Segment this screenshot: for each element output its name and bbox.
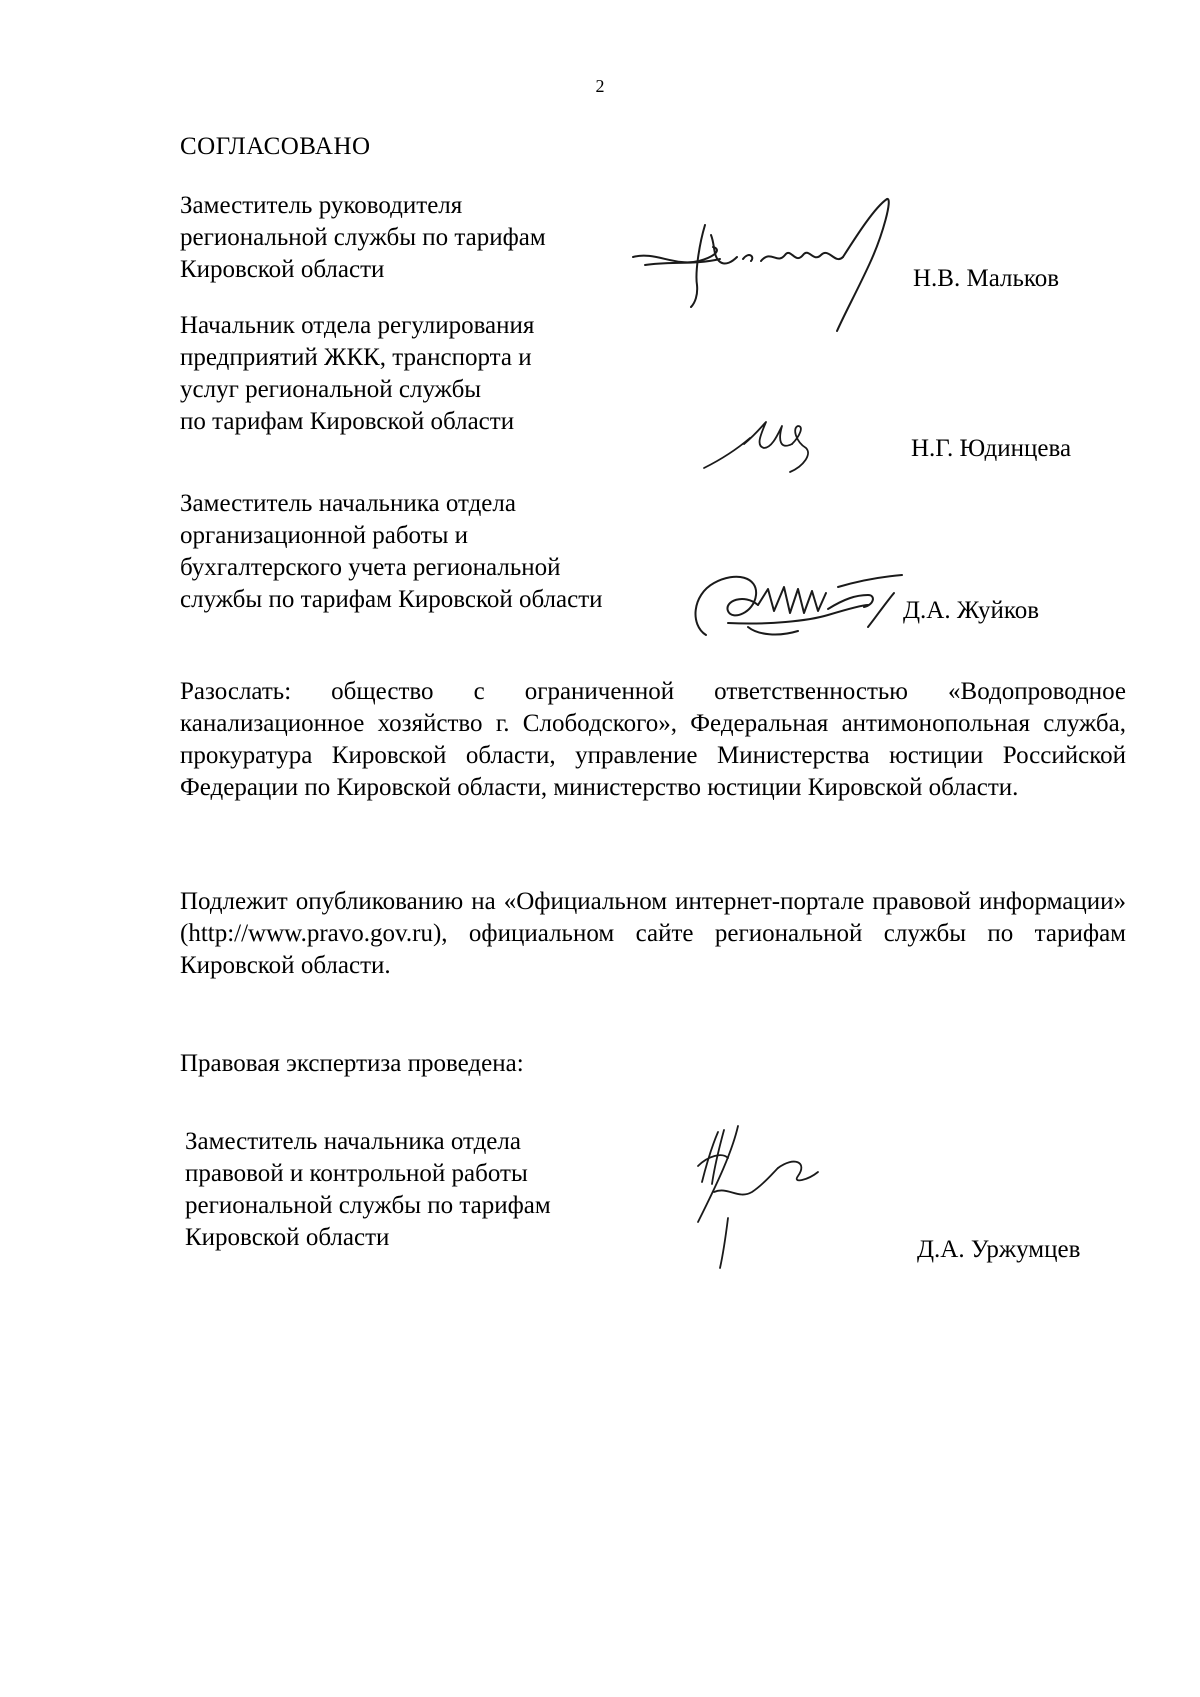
approver-position-2: [180, 310, 650, 438]
position-line: Кировской области: [185, 1224, 390, 1251]
signature-malkov: [625, 195, 915, 335]
approver-name-2: Н.Г. Юдинцева: [911, 435, 1072, 462]
page-number: 2: [595, 76, 605, 96]
position-line: организационной работы и: [180, 522, 469, 549]
position-line: Заместитель руководителя: [180, 192, 463, 219]
position-line: предприятий ЖКК, транспорта и: [180, 344, 532, 371]
reviewer-position: [185, 1126, 655, 1254]
reviewer-name: Д.А. Уржумцев: [917, 1236, 1081, 1263]
approver-position-3: [180, 488, 650, 616]
approver-position-1: [180, 190, 650, 286]
position-line: по тарифам Кировской области: [180, 408, 515, 435]
publication-paragraph: Подлежит опубликованию на «Официальном интернет-портале правовой информации» (http://www.pravo.gov.ru), официальном сайте региональной службы по тарифам Кировской области.: [180, 888, 1126, 979]
position-line: правовой и контрольной работы: [185, 1160, 528, 1187]
signature-yudintseva: [700, 412, 830, 482]
position-line: Начальник отдела регулирования: [180, 312, 535, 339]
approval-heading: СОГЛАСОВАНО: [180, 133, 371, 160]
legal-review-label: Правовая экспертиза проведена:: [180, 1050, 524, 1077]
position-line: бухгалтерского учета региональной: [180, 554, 561, 581]
position-line: Заместитель начальника отдела: [185, 1128, 521, 1155]
signature-urzhumtsev: [668, 1122, 848, 1272]
position-line: региональной службы по тарифам: [180, 224, 546, 251]
signature-zhuikov: [688, 565, 918, 645]
approver-name-3: Д.А. Жуйков: [903, 597, 1040, 624]
distribution-paragraph: Разослать: общество с ограниченной ответственностью «Водопроводное канализационное хозяйство г. Слободского», Федеральная антимонопольная служба, прокуратура Кировской области, управление Министерства юстиции Российской Федерации по Кировской области, министерство юстиции Кировской области.: [180, 678, 1126, 801]
position-line: региональной службы по тарифам: [185, 1192, 551, 1219]
position-line: услуг региональной службы: [180, 376, 482, 403]
position-line: Кировской области: [180, 256, 385, 283]
approver-name-1: Н.В. Мальков: [913, 265, 1060, 292]
position-line: Заместитель начальника отдела: [180, 490, 516, 517]
position-line: службы по тарифам Кировской области: [180, 586, 603, 613]
